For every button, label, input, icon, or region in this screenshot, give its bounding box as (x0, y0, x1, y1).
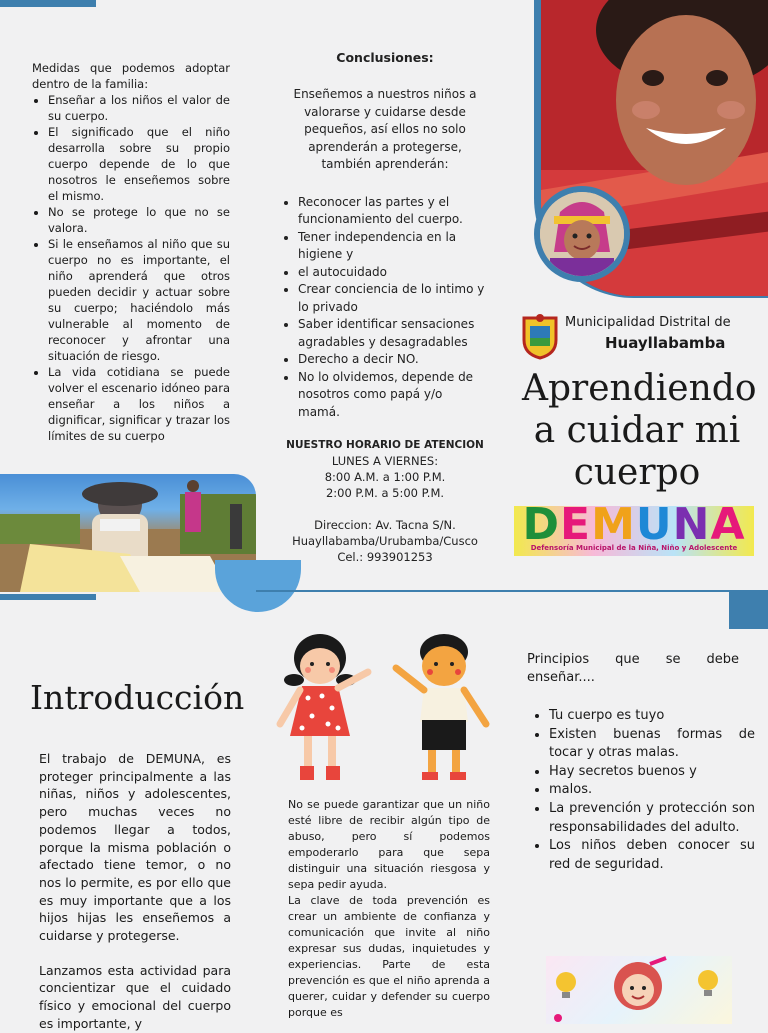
introduction-title: Introducción (30, 678, 245, 717)
prevention-paragraph-1: No se puede garantizar que un niño esté libre de recibir algún tipo de abuso, pero sí podemos empoderarlo para que sepa distinguir una situación riesgosa y sepa pedir ayuda. (288, 798, 490, 891)
conclusions-panel (282, 50, 488, 565)
family-measures-panel (32, 60, 230, 444)
family-measures-intro: Medidas que podemos adoptar dentro de la familia: (32, 61, 230, 91)
schedule-morning: 8:00 A.M. a 1:00 P.M. (324, 470, 446, 484)
demuna-logo (514, 499, 754, 556)
shield-icon (520, 312, 560, 360)
schedule-afternoon: 2:00 P.M. a 5:00 P.M. (325, 486, 445, 500)
municipality-name-line-2: Huayllabamba (605, 334, 726, 352)
schedule-days: LUNES A VIERNES: (331, 454, 439, 468)
list-item: • el autocuidado (298, 264, 488, 282)
photo-accent-circle (215, 560, 301, 612)
prevention-body (288, 797, 490, 1021)
page-divider-line (256, 590, 768, 592)
address-line-2: Huayllabamba/Urubamba/Cusco (292, 534, 478, 548)
conclusions-intro: Enseñemos a nuestros niños a valorarse y cuidarse desde pequeños, así ellos no solo aprenderán a protegerse, también aprenderán: (293, 87, 477, 171)
demuna-logo-letters (514, 499, 754, 550)
logo-letter-m: M (591, 499, 636, 550)
family-measures-list (32, 92, 230, 444)
logo-letter-n: N (672, 499, 711, 550)
brochure-title-line-3: cuerpo (573, 452, 701, 493)
logo-letter-a: A (710, 499, 746, 550)
brochure-title-line-2: a cuidar mi (533, 410, 741, 451)
top-left-bar (0, 0, 96, 7)
list-item: • Reconocer las partes y el funcionamiento del cuerpo. (298, 194, 488, 229)
page-divider-right-block (729, 592, 768, 629)
small-child-photo-inner (540, 192, 624, 276)
brochure-title (522, 368, 757, 494)
logo-letter-d: D (522, 499, 561, 550)
logo-letter-e: E (560, 499, 592, 550)
children-waving-illustration (272, 628, 498, 786)
list-item: • La prevención y protección son responsabilidades del adulto. (549, 800, 755, 837)
demuna-logo-subtitle: Defensoría Municipal de la Niña, Niño y Adolescente (530, 544, 738, 552)
page-divider-left (0, 594, 96, 600)
list-item: • No lo olvidemos, depende de nosotros como papá y/o mamá. (298, 369, 488, 422)
list-item: • Si le enseñamos al niño que su cuerpo no es importante, el niño aprenderá que otros pueden decidir y actuar sobre su cuerpo; haciéndolo más vulnerable al momento de reconocer y afrontar una situación de riesgo. (48, 236, 230, 364)
phone-number: Cel.: 993901253 (337, 550, 433, 564)
list-item: • Crear conciencia de lo intimo y lo privado (298, 281, 488, 316)
list-item: • Saber identificar sensaciones agradables y desagradables (298, 316, 488, 351)
list-item: • El significado que el niño desarrolla sobre su propio cuerpo depende de lo que nosotros le enseñemos sobre el mismo. (48, 124, 230, 204)
municipality-name-line-1: Municipalidad Distrital de (565, 315, 731, 330)
list-item: • La vida cotidiana se puede volver el escenario idóneo para enseñar a los niños a dignificar, significar y trazar los límites de su cuerpo (48, 364, 230, 444)
address-line-1: Direccion: Av. Tacna S/N. (314, 518, 456, 532)
list-item: • No se protege lo que no se valora. (48, 204, 230, 236)
list-item: • Los niños deben conocer su red de seguridad. (549, 837, 755, 874)
introduction-paragraph-2: Lanzamos esta actividad para concientizar que el cuidado físico y emocional del cuerpo es importante, y (39, 962, 231, 1031)
prevention-paragraph-2: La clave de toda prevención es crear un ambiente de confianza y comunicación que invite al niño expresar sus dudas, inquietudes y experiencias. Parte de esta prevención es que el niño aprenda a querer, cuidar y defender su cuerpo porque es (288, 894, 490, 1019)
principles-list (533, 707, 755, 874)
list-item: • Tu cuerpo es tuyo (549, 707, 755, 726)
list-item: • Hay secretos buenos y (549, 763, 755, 782)
schedule-block (282, 437, 488, 501)
list-item: • Enseñar a los niños el valor de su cuerpo. (48, 92, 230, 124)
contact-block (282, 517, 488, 565)
list-item: • Tener independencia en la higiene y (298, 229, 488, 264)
brochure-title-line-1: Aprendiendo (522, 368, 757, 409)
ideas-illustration (546, 956, 732, 1024)
conclusions-list (282, 194, 488, 422)
children-illustration (272, 628, 498, 786)
introduction-body (39, 750, 231, 1033)
list-item: • Derecho a decir NO. (298, 351, 488, 369)
conclusions-title: Conclusiones: (336, 50, 434, 65)
list-item: • Existen buenas formas de tocar y otras malas. (549, 726, 755, 763)
introduction-paragraph-1: El trabajo de DEMUNA, es proteger principalmente a las niñas, niños y adolescentes, pero muchas veces no podemos llegar a todos, porque la misma población o afectado tiene temor, o no nos lo permite, es por ello que es muy importante que a los hijos hijas les enseñemos a cuidarse y protegerse. (39, 751, 231, 944)
principles-title: Principios que se debe enseñar.... (527, 652, 739, 685)
logo-letter-u: U (635, 499, 673, 550)
list-item: • malos. (549, 781, 755, 800)
small-child-illustration (540, 192, 624, 276)
lightbulb-illustration (546, 956, 732, 1024)
municipality-seal (520, 312, 560, 360)
schedule-title: NUESTRO HORARIO DE ATENCION (286, 439, 484, 451)
